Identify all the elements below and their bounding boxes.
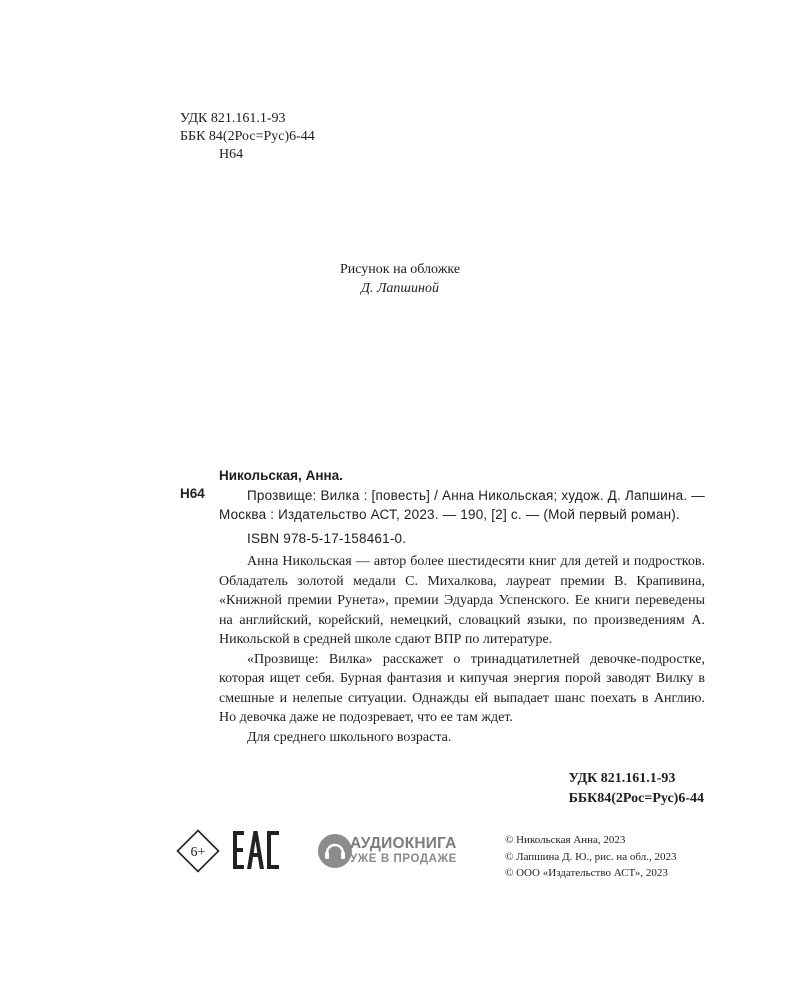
udk-code: УДК 821.161.1-93	[180, 111, 286, 126]
udk-code-bottom: УДК 821.161.1-93	[568, 771, 676, 786]
audience-note: Для среднего школьного возраста.	[247, 729, 452, 745]
eac-icon	[232, 830, 280, 870]
copyright-block	[505, 832, 676, 882]
isbn: ISBN 978-5-17-158461-0.	[247, 530, 407, 546]
bbk-code-bottom: ББК84(2Рос=Рус)6-44	[568, 791, 704, 806]
audiobook-disc-icon	[318, 834, 352, 868]
age-rating-icon	[176, 829, 220, 873]
author-mark: Н64	[219, 147, 244, 162]
author-heading: Никольская, Анна.	[219, 468, 343, 483]
catalog-record	[219, 466, 705, 747]
eac-mark	[232, 830, 280, 870]
left-author-mark: Н64	[180, 486, 205, 501]
copyright-publisher: © ООО «Издательство АСТ», 2023	[505, 867, 668, 879]
classification-bottom	[569, 769, 704, 809]
cover-credit	[0, 260, 800, 298]
copyright-author: © Никольская Анна, 2023	[505, 834, 626, 846]
audiobook-title: АУДИОКНИГА	[350, 835, 457, 852]
classification-block	[180, 110, 315, 164]
cover-artist: Д. Лапшиной	[361, 281, 439, 296]
annotation-author: Анна Никольская — автор более шестидесяти книг для детей и подростков. Обладатель золотой медали С. Михалкова, лауреат премии В. Крапивина, «Книжной премии Рунета», премии Эдуарда Успенского. Ее книги переведены на английский, корейский, немецкий, словацкий языки, по произведениям А. Никольской в средней школе сдают ВПР по литературе.	[219, 554, 705, 647]
bibliographic-description: Прозвище: Вилка : [повесть] / Анна Никольская; худож. Д. Лапшина. — Москва : Издательство АСТ, 2023. — 190, [2] с. — (Мой первый роман).	[219, 487, 705, 522]
audiobook-subtitle: УЖЕ В ПРОДАЖЕ	[350, 853, 457, 865]
age-rating-label: 6+	[190, 845, 206, 860]
copyright-illustrator: © Лапшина Д. Ю., рис. на обл., 2023	[505, 850, 677, 863]
age-rating-badge	[176, 829, 220, 873]
cover-credit-label: Рисунок на обложке	[339, 262, 461, 277]
bbk-code: ББК 84(2Рос=Рус)6-44	[180, 129, 315, 144]
annotation-book: «Прозвище: Вилка» расскажет о тринадцатилетней девочке-подростке, которая ищет себя. Бурная фантазия и кипучая энергия порой заводят Вилку в смешные и нелепые ситуации. Однажды ей выпадает шанс поехать в Англию. Но девочка даже не подозревает, что ее там ждет.	[219, 651, 705, 725]
